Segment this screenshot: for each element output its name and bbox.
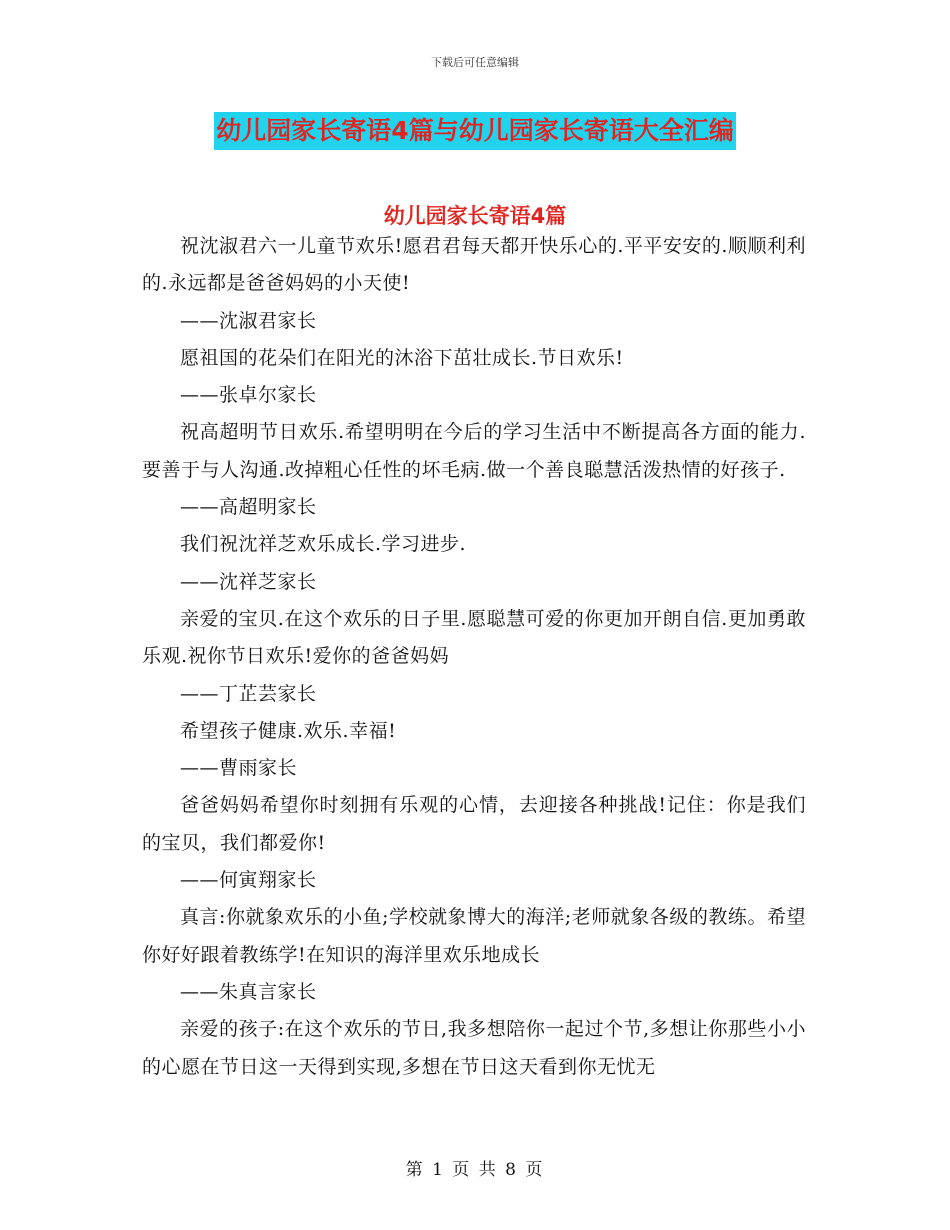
- signature: ——张卓尔家长: [180, 384, 317, 407]
- signature: ——沈淑君家长: [180, 309, 317, 332]
- body-text: [142, 228, 806, 1086]
- section-title: 幼儿园家长寄语4篇: [383, 204, 567, 228]
- signature: ——朱真言家长: [180, 980, 317, 1003]
- title-wrapper: [0, 112, 950, 150]
- signature: ——何寅翔家长: [180, 869, 317, 892]
- paragraph: 爸爸妈妈希望你时刻拥有乐观的心情，去迎接各种挑战!记住：你是我们的宝贝，我们都爱你!: [142, 794, 806, 854]
- paragraph: 亲爱的宝贝.在这个欢乐的日子里.愿聪慧可爱的你更加开朗自信.更加勇敢乐观.祝你节日欢乐!爱你的爸爸妈妈: [142, 607, 806, 668]
- paragraph: 祝高超明节日欢乐.希望明明在今后的学习生活中不断提高各方面的能力.要善于与人沟通.改掉粗心任性的坏毛病.做一个善良聪慧活泼热情的好孩子.: [142, 421, 806, 481]
- paragraph: 亲爱的孩子:在这个欢乐的节日,我多想陪你一起过个节,多想让你那些小小的心愿在节日这一天得到实现,多想在节日这天看到你无忧无: [142, 1018, 806, 1078]
- signature: ——曹雨家长: [180, 757, 298, 780]
- paragraph: 我们祝沈祥芝欢乐成长.学习进步.: [180, 533, 467, 556]
- paragraph: 希望孩子健康.欢乐.幸福!: [180, 719, 397, 742]
- paragraph: 祝沈淑君六一儿童节欢乐!愿君君每天都开快乐心的.平平安安的.顺顺利利的.永远都是爸爸妈妈的小天使!: [142, 235, 806, 295]
- document-title: 幼儿园家长寄语4篇与幼儿园家长寄语大全汇编: [214, 112, 735, 150]
- page-footer: 第 1 页 共 8 页: [405, 1160, 545, 1180]
- header-note: 下载后可任意编辑: [431, 56, 519, 69]
- signature: ——沈祥芝家长: [180, 570, 317, 593]
- paragraph: 愿祖国的花朵们在阳光的沐浴下茁壮成长.节日欢乐!: [180, 346, 624, 369]
- paragraph: 真言:你就象欢乐的小鱼;学校就象博大的海洋;老师就象各级的教练。希望你好好跟着教练学!在知识的海洋里欢乐地成长: [142, 906, 806, 966]
- signature: ——高超明家长: [180, 496, 317, 519]
- signature: ——丁芷芸家长: [180, 682, 317, 705]
